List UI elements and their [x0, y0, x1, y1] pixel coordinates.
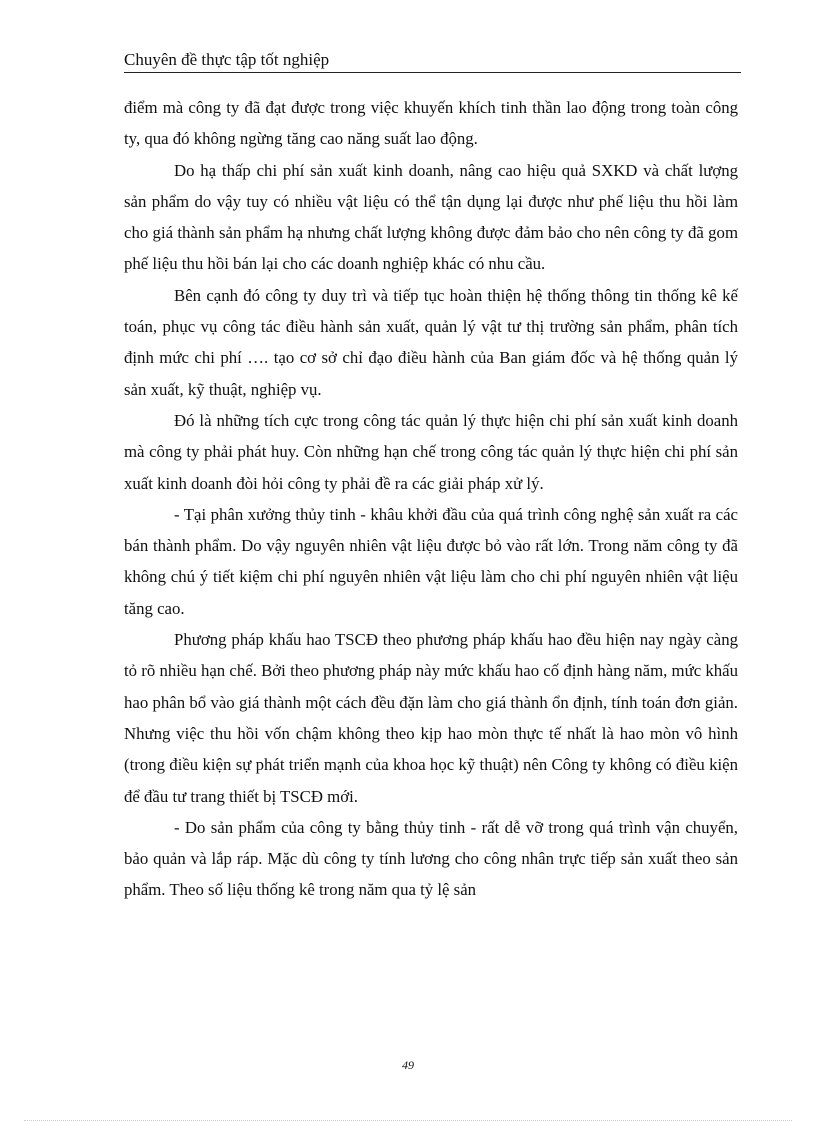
- header-title: Chuyên đề thực tập tốt nghiệp: [124, 50, 330, 69]
- paragraph: điểm mà công ty đã đạt được trong việc khuyến khích tinh thần lao động trong toàn công ty, qua đó không ngừng tăng cao năng suất lao động.: [124, 98, 738, 149]
- paragraph: Do hạ thấp chi phí sản xuất kinh doanh, nâng cao hiệu quả SXKD và chất lượng sản phẩm do vậy tuy có nhiều vật liệu có thể tận dụng lại được như phế liệu thu hồi làm cho giá thành sản phẩm hạ nhưng chất lượng không được đảm bảo cho nên công ty đã gom phế liệu thu hồi bán lại cho các doanh nghiệp khác có nhu cầu.: [124, 160, 738, 274]
- paragraph: Đó là những tích cực trong công tác quản lý thực hiện chi phí sản xuất kinh doanh mà công ty phải phát huy. Còn những hạn chế trong công tác quản lý thực hiện chi phí sản xuất kinh doanh đòi hỏi công ty phải đề ra các giải pháp xử lý.: [124, 410, 738, 493]
- page-bottom-divider: [24, 1120, 792, 1121]
- page-number: 49: [402, 1058, 414, 1072]
- paragraph: Phương pháp khấu hao TSCĐ theo phương pháp khấu hao đều hiện nay ngày càng tỏ rõ nhiều hạn chế. Bởi theo phương pháp này mức khấu hao cố định hàng năm, mức khấu hao phân bổ vào giá thành một cách đều đặn làm cho giá thành ổn định, tính toán đơn giản. Nhưng việc thu hồi vốn chậm không theo kịp hao mòn thực tế nhất là hao mòn vô hình (trong điều kiện sự phát triển mạnh của khoa học kỹ thuật) nên Công ty không có điều kiện để đầu tư trang thiết bị TSCĐ mới.: [124, 630, 738, 806]
- paragraph: Bên cạnh đó công ty duy trì và tiếp tục hoàn thiện hệ thống thông tin thống kê kế toán, phục vụ công tác điều hành sản xuất, quản lý vật tư thị trường sản phẩm, phân tích định mức chi phí …. tạo cơ sở chỉ đạo điều hành của Ban giám đốc và hệ thống quản lý sản xuất, kỹ thuật, nghiệp vụ.: [124, 285, 738, 399]
- document-body: [124, 92, 738, 906]
- paragraph: - Tại phân xưởng thủy tinh - khâu khởi đầu của quá trình công nghệ sản xuất ra các bán thành phẩm. Do vậy nguyên nhiên vật liệu được bỏ vào rất lớn. Trong năm công ty đã không chú ý tiết kiệm chi phí nguyên nhiên vật liệu làm cho chi phí nguyên nhiên vật liệu tăng cao.: [124, 504, 738, 618]
- page-header: [124, 50, 741, 73]
- paragraph: - Do sản phẩm của công ty bằng thủy tinh - rất dễ vỡ trong quá trình vận chuyển, bảo quản và lắp ráp. Mặc dù công ty tính lương cho công nhân trực tiếp sản xuất theo sản phẩm. Theo số liệu thống kê trong năm qua tỷ lệ sản: [124, 817, 738, 900]
